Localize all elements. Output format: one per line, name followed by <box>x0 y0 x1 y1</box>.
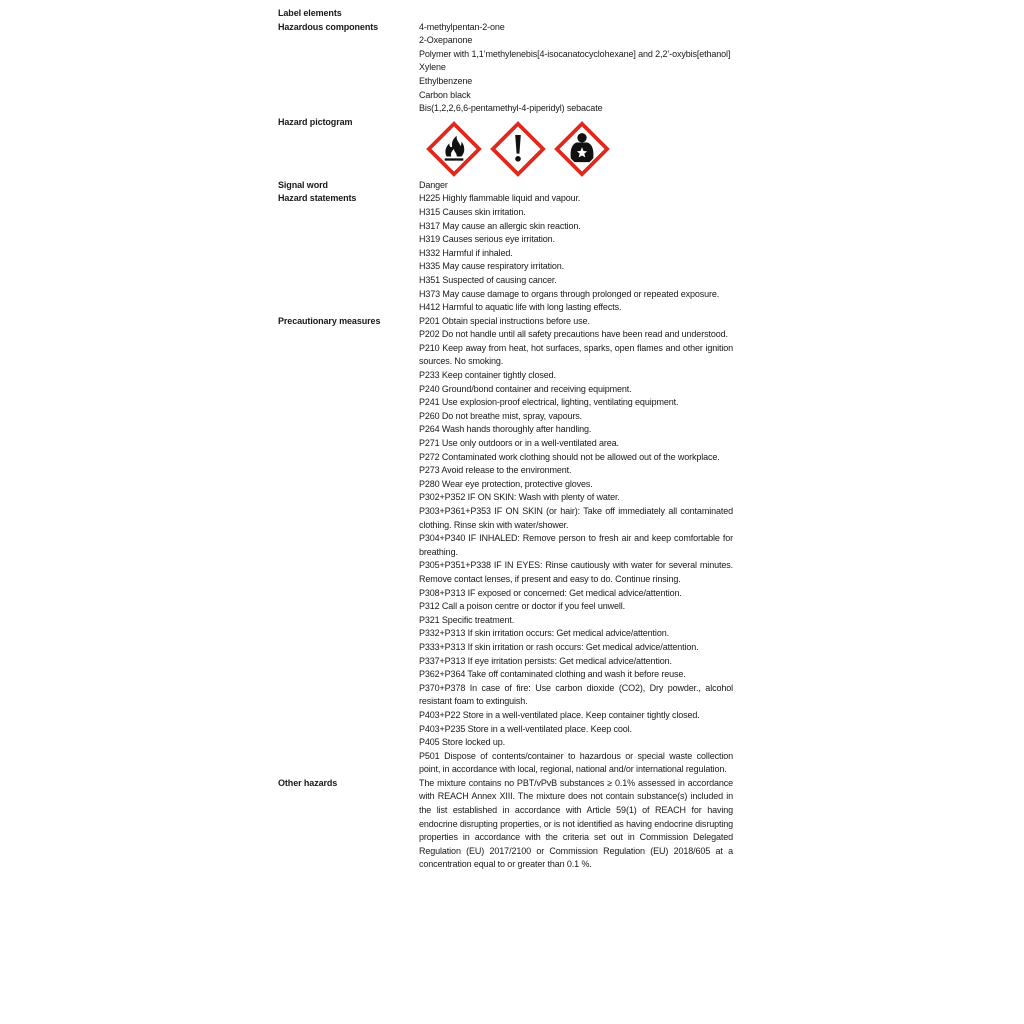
row-hazard-statements <box>278 192 734 314</box>
list-item: P332+P313 If skin irritation occurs: Get medical advice/attention. <box>419 628 669 639</box>
row-hazard-pictogram <box>278 116 734 179</box>
list-item: 4-methylpentan-2-one <box>419 21 505 32</box>
list-item: H351 Suspected of causing cancer. <box>419 274 557 285</box>
health-hazard-icon <box>554 121 610 177</box>
row-precautionary-measures <box>278 315 734 777</box>
field-label: Precautionary measures <box>278 315 381 326</box>
hazardous-components-list <box>419 21 733 116</box>
list-item: Carbon black <box>419 89 471 100</box>
row-other-hazards <box>278 777 734 872</box>
list-item: H332 Harmful if inhaled. <box>419 247 513 258</box>
row-signal-word <box>278 179 734 193</box>
flame-icon <box>426 121 482 177</box>
list-item: P308+P313 IF exposed or concerned: Get medical advice/attention. <box>419 587 682 598</box>
list-item: P241 Use explosion-proof electrical, lighting, ventilating equipment. <box>419 397 679 408</box>
precautionary-measures-list <box>419 315 733 777</box>
list-item: P201 Obtain special instructions before use. <box>419 315 590 326</box>
list-item: H315 Causes skin irritation. <box>419 206 526 217</box>
field-label: Signal word <box>278 179 328 190</box>
list-item: P302+P352 IF ON SKIN: Wash with plenty of water. <box>419 492 620 503</box>
list-item: P233 Keep container tightly closed. <box>419 370 556 381</box>
list-item: P210 Keep away from heat, hot surfaces, sparks, open flames and other ignition sources. No smoking. <box>419 342 733 367</box>
list-item: P264 Wash hands thoroughly after handling. <box>419 424 592 435</box>
field-label: Hazardous components <box>278 21 379 32</box>
list-item: H319 Causes serious eye irritation. <box>419 234 555 245</box>
list-item: P405 Store locked up. <box>419 737 506 748</box>
exclamation-mark-icon <box>490 121 546 177</box>
list-item: P337+P313 If eye irritation persists: Get medical advice/attention. <box>419 655 672 666</box>
hazard-statements-list <box>419 192 733 314</box>
list-item: P370+P378 In case of fire: Use carbon dioxide (CO2), Dry powder., alcohol resistant foam to extinguish. <box>419 682 733 707</box>
list-item: P272 Contaminated work clothing should not be allowed out of the workplace. <box>419 451 720 462</box>
list-item: P303+P361+P353 IF ON SKIN (or hair): Take off immediately all contaminated clothing. Rinse skin with water/shower. <box>419 506 733 530</box>
list-item: P260 Do not breathe mist, spray, vapours. <box>419 410 582 421</box>
pictogram-group <box>426 116 733 179</box>
list-item: P273 Avoid release to the environment. <box>419 465 572 476</box>
row-label-elements <box>278 7 734 21</box>
field-label: Hazard statements <box>278 193 357 204</box>
list-item: 2-Oxepanone <box>419 35 473 46</box>
list-item: H317 May cause an allergic skin reaction. <box>419 220 581 231</box>
list-item: Xylene <box>419 62 446 73</box>
list-item: H373 May cause damage to organs through prolonged or repeated exposure. <box>419 288 720 299</box>
list-item: P403+P235 Store in a well-ventilated place. Keep cool. <box>419 723 632 734</box>
label-elements-section <box>278 7 734 872</box>
list-item: P403+P22 Store in a well-ventilated place. Keep container tightly closed. <box>419 709 700 720</box>
list-item: Ethylbenzene <box>419 75 473 86</box>
signal-word-value: Danger <box>419 179 448 190</box>
list-item: P362+P364 Take off contaminated clothing and wash it before reuse. <box>419 669 686 680</box>
list-item: H225 Highly flammable liquid and vapour. <box>419 193 581 204</box>
list-item: P312 Call a poison centre or doctor if you feel unwell. <box>419 601 626 612</box>
list-item: P202 Do not handle until all safety precautions have been read and understood. <box>419 329 728 340</box>
section-heading: Label elements <box>278 8 342 18</box>
list-item: P305+P351+P338 IF IN EYES: Rinse cautiously with water for several minutes. Remove contact lenses, if present and easy to do. Continue rinsing. <box>419 560 733 584</box>
list-item: P321 Specific treatment. <box>419 614 515 625</box>
field-label: Other hazards <box>278 777 338 788</box>
list-item: Polymer with 1,1’methylenebis[4-isocanatocyclohexane] and 2,2’-oxybis[ethanol] <box>419 48 731 59</box>
list-item: P271 Use only outdoors or in a well-ventilated area. <box>419 438 619 449</box>
list-item: P501 Dispose of contents/container to hazardous or special waste collection point, in accordance with local, regional, national and/or international regulation. <box>419 750 733 775</box>
row-hazardous-components <box>278 21 734 116</box>
list-item: P280 Wear eye protection, protective gloves. <box>419 478 593 489</box>
list-item: P333+P313 If skin irritation or rash occurs: Get medical advice/attention. <box>419 641 699 652</box>
field-label: Hazard pictogram <box>278 116 353 127</box>
other-hazards-text: The mixture contains no PBT/vPvB substances ≥ 0.1% assessed in accordance with REACH Annex XIII. The mixture does not contain substance(s) included in the list established in accordance with Article 59(1) of REACH for having endocrine disrupting properties, or is not identified as having endocrine disrupting properties in accordance with the criteria set out in Commission Delegated Regulation (EU) 2017/2100 or Commission Regulation (EU) 2018/605 at a concentration equal to or greater than 0.1 %. <box>419 777 733 870</box>
list-item: Bis(1,2,2,6,6-pentamethyl-4-piperidyl) sebacate <box>419 103 603 114</box>
list-item: P304+P340 IF INHALED: Remove person to fresh air and keep comfortable for breathing. <box>419 533 733 557</box>
list-item: P240 Ground/bond container and receiving equipment. <box>419 383 632 394</box>
list-item: H412 Harmful to aquatic life with long lasting effects. <box>419 302 622 313</box>
list-item: H335 May cause respiratory irritation. <box>419 261 564 272</box>
